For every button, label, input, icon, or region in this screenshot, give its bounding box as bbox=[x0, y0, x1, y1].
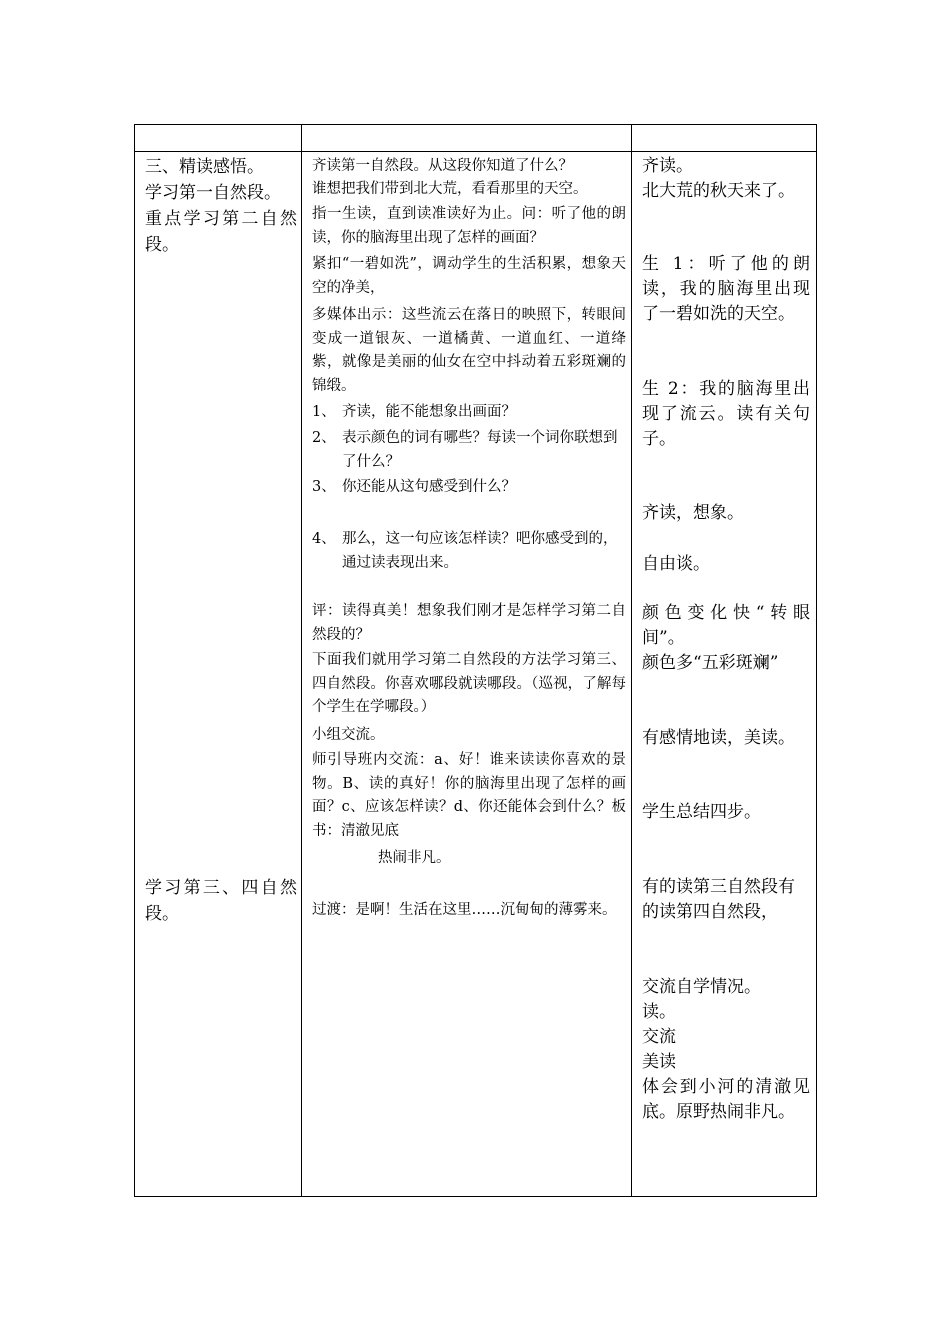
question-3-text: 你还能从这句感受到什么？ bbox=[342, 479, 516, 495]
stage-item-3: 学习第三、四自然段。 bbox=[145, 878, 297, 924]
content-row bbox=[135, 152, 817, 1197]
student-text-1: 齐读。 bbox=[642, 156, 693, 176]
question-4 bbox=[312, 528, 626, 575]
question-2-text: 表示颜色的词有哪些？每读一个词你联想到了什么？ bbox=[342, 430, 618, 470]
header-cell-2 bbox=[302, 125, 632, 152]
question-3 bbox=[312, 476, 626, 500]
question-1-number: 1、 bbox=[312, 404, 336, 420]
student-text-3: 生 1：听了他的朗读，我的脑海里出现了一碧如洗的天空。 bbox=[642, 254, 810, 324]
question-1-text: 齐读，能不能想象出画面？ bbox=[342, 404, 516, 420]
question-3-number: 3、 bbox=[312, 479, 336, 495]
stage-item-2: 重点学习第二自然段。 bbox=[145, 209, 297, 255]
student-text-8: 颜色多“五彩斑斓” bbox=[642, 653, 779, 673]
blackboard-note: 热闹非凡。 bbox=[378, 850, 451, 866]
student-text-7: 颜色变化快“转眼间”。 bbox=[642, 603, 810, 648]
stage-column bbox=[135, 152, 302, 1197]
multimedia-text: 多媒体出示：这些流云在落日的映照下，转眼间变成一道银灰、一道橘黄、一道血红、一道绛紫，就像是美丽的仙女在空中抖动着五彩斑斓的锦缎。 bbox=[312, 307, 626, 394]
teacher-text-7: 下面我们就用学习第二自然段的方法学习第三、四自然段。你喜欢哪段就读哪段。（巡视，了解每个学生在学哪段。） bbox=[312, 652, 626, 715]
teacher-text-4: 紧扣“一碧如洗”，调动学生的生活积累，想象天空的净美， bbox=[312, 256, 626, 296]
student-text-9: 有感情地读，美读。 bbox=[642, 728, 795, 748]
student-column bbox=[632, 152, 817, 1197]
transition-text: 过渡：是啊！生活在这里……沉甸甸的薄雾来。 bbox=[312, 902, 617, 918]
teacher-column bbox=[302, 152, 632, 1197]
student-text-16: 体会到小河的清澈见底。原野热闹非凡。 bbox=[642, 1077, 810, 1122]
header-cell-3 bbox=[632, 125, 817, 152]
student-text-12: 交流自学情况。 bbox=[642, 977, 761, 997]
teacher-text-1: 齐读第一自然段。从这段你知道了什么？ bbox=[312, 158, 573, 174]
header-row bbox=[135, 125, 817, 152]
section-title: 三、精读感悟。 bbox=[145, 157, 264, 177]
student-text-10: 学生总结四步。 bbox=[642, 802, 761, 822]
question-2 bbox=[312, 427, 626, 474]
student-text-15: 美读 bbox=[642, 1052, 676, 1072]
student-text-5: 齐读，想象。 bbox=[642, 503, 744, 523]
student-text-6: 自由谈。 bbox=[642, 554, 710, 574]
stage-item-1: 学习第一自然段。 bbox=[145, 183, 281, 203]
teacher-text-2: 谁想把我们带到北大荒，看看那里的天空。 bbox=[312, 181, 588, 197]
student-text-2: 北大荒的秋天来了。 bbox=[642, 181, 795, 201]
teacher-text-6: 评：读得真美！想象我们刚才是怎样学习第二自然段的？ bbox=[312, 603, 626, 643]
student-text-11: 有的读第三自然段有的读第四自然段， bbox=[642, 877, 795, 922]
teacher-text-9: 师引导班内交流：a、好！谁来读读你喜欢的景物。B、读的真好！你的脑海里出现了怎样的画面？c、应该怎样读？d、你还能体会到什么？板书：清澈见底 bbox=[312, 752, 626, 839]
teacher-text-3: 指一生读，直到读准读好为止。问：听了他的朗读，你的脑海里出现了怎样的画面？ bbox=[312, 206, 626, 246]
question-4-text: 那么，这一句应该怎样读？吧你感受到的，通过读表现出来。 bbox=[342, 531, 618, 571]
question-2-number: 2、 bbox=[312, 430, 336, 446]
student-text-4: 生 2：我的脑海里出现了流云。读有关句子。 bbox=[642, 379, 810, 449]
lesson-plan-table bbox=[134, 124, 817, 1197]
student-text-13: 读。 bbox=[642, 1002, 676, 1022]
question-1 bbox=[312, 401, 626, 425]
header-cell-1 bbox=[135, 125, 302, 152]
student-text-14: 交流 bbox=[642, 1027, 676, 1047]
teacher-text-8: 小组交流。 bbox=[312, 727, 385, 743]
question-4-number: 4、 bbox=[312, 531, 336, 547]
